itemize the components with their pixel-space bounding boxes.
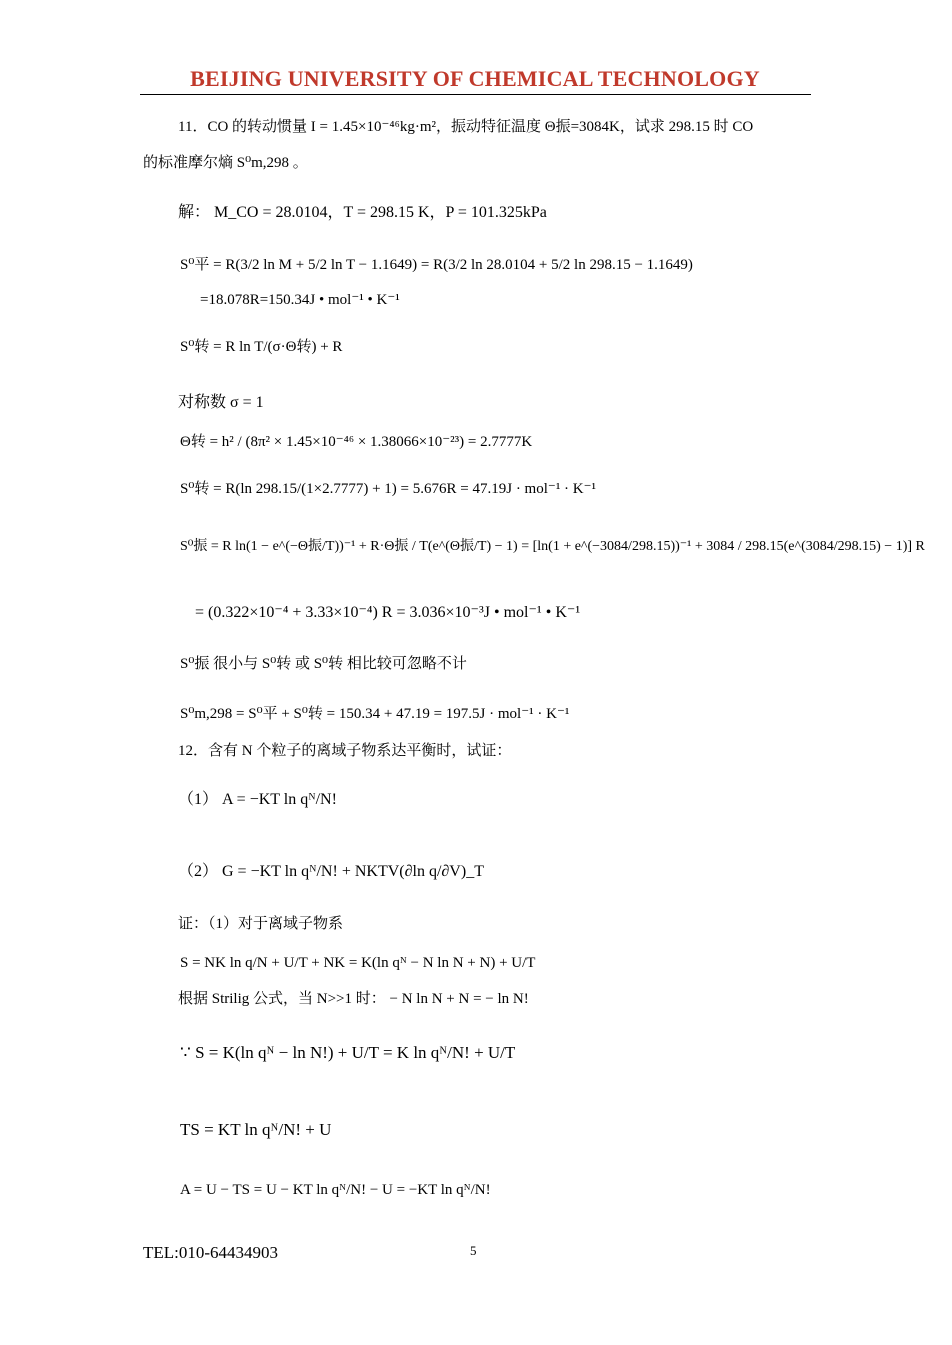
entropy-expression: S = NK ln q/N + U/T + NK = K(ln qᴺ − N ln N + N) + U/T — [180, 955, 536, 971]
rotational-entropy-value: S⁰转 = R(ln 298.15/(1×2.7777) + 1) = 5.676R = 47.19J · mol⁻¹ · K⁻¹ — [180, 481, 597, 497]
problem-12-item-2: （2） G = −KT ln qᴺ/N! + NKTV(∂ln q/∂V)_T — [178, 863, 484, 880]
helmholtz-result: A = U − TS = U − KT ln qᴺ/N! − U = −KT ln qᴺ/N! — [180, 1182, 491, 1198]
problem-12-statement: 12．含有 N 个粒子的离域子物系达平衡时，试证： — [178, 743, 512, 759]
vibrational-entropy-value: = (0.322×10⁻⁴ + 3.33×10⁻⁴) R = 3.036×10⁻³J • mol⁻¹ • K⁻¹ — [195, 604, 581, 621]
ts-expression: TS = KT ln qᴺ/N! + U — [180, 1120, 332, 1139]
problem-12-item-1: （1） A = −KT ln qᴺ/N! — [178, 791, 337, 808]
standard-molar-entropy-total: S⁰m,298 = S⁰平 + S⁰转 = 150.34 + 47.19 = 197.5J · mol⁻¹ · K⁻¹ — [180, 706, 570, 722]
footer-telephone: TEL:010-64434903 — [143, 1243, 279, 1262]
rotational-temperature: Θ转 = h² / (8π² × 1.45×10⁻⁴⁶ × 1.38066×10⁻²³) = 2.7777K — [180, 434, 533, 450]
translational-entropy-value: =18.078R=150.34J • mol⁻¹ • K⁻¹ — [200, 292, 400, 308]
problem-11-statement-line2: 的标准摩尔熵 S⁰m,298 。 — [143, 155, 308, 171]
university-header: BEIJING UNIVERSITY OF CHEMICAL TECHNOLOGY — [190, 66, 760, 91]
vibrational-entropy-note: S⁰振 很小与 S⁰转 或 S⁰转 相比较可忽略不计 — [180, 656, 467, 672]
problem-11-statement-line1: 11．CO 的转动惯量 I = 1.45×10⁻⁴⁶kg·m²，振动特征温度 Θ振=3084K，试求 298.15 时 CO — [178, 119, 754, 135]
page-number: 5 — [470, 1243, 477, 1258]
vibrational-entropy-equation: S⁰振 = R ln(1 − e^(−Θ振/T))⁻¹ + R·Θ振 / T(e^(Θ振/T) − 1) = [ln(1 + e^(−3084/298.15))⁻¹ + 3084 / 298.15(e^(3084/298.15) − 1)] R — [180, 539, 925, 554]
because-entropy: ∵ S = K(ln qᴺ − ln N!) + U/T = K ln qᴺ/N! + U/T — [180, 1043, 516, 1062]
translational-entropy-equation: S⁰平 = R(3/2 ln M + 5/2 ln T − 1.1649) = R(3/2 ln 28.0104 + 5/2 ln 298.15 − 1.1649) — [180, 257, 693, 273]
proof-intro: 证：（1）对于离域子物系 — [178, 916, 344, 932]
symmetry-number: 对称数 σ = 1 — [178, 394, 264, 411]
given-values: 解： M_CO = 28.0104，T = 298.15 K，P = 101.325kPa — [178, 204, 547, 221]
header-divider — [140, 94, 811, 95]
rotational-entropy-formula: S⁰转 = R ln T/(σ·Θ转) + R — [180, 339, 343, 355]
stirling-approximation: 根据 Strilig 公式，当 N>>1 时： − N ln N + N = − ln N! — [178, 991, 529, 1007]
